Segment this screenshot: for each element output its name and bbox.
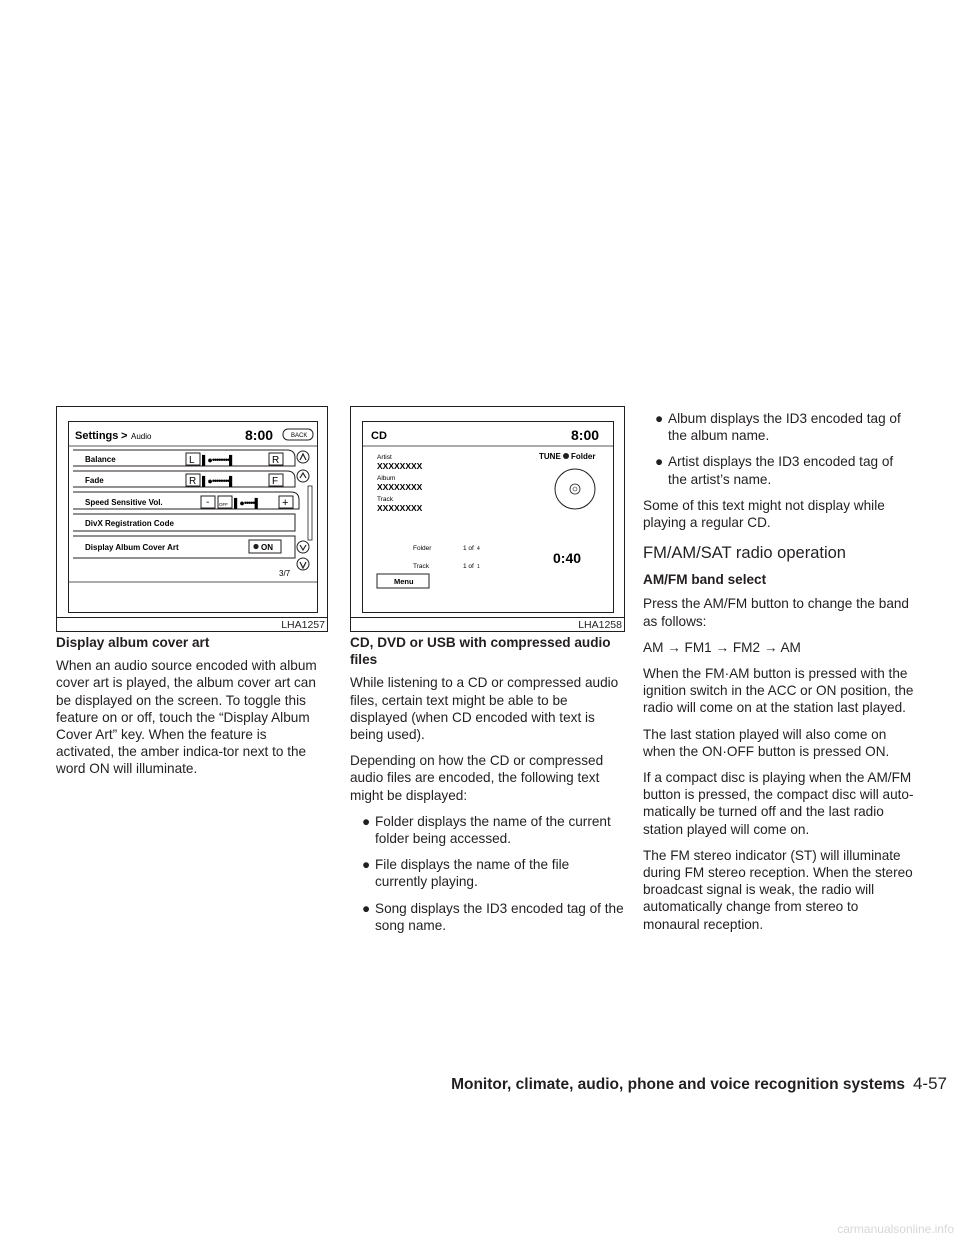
bullet-icon: ● bbox=[362, 857, 371, 873]
display-album-cover-art-heading: Display album cover art bbox=[56, 635, 210, 650]
svg-text:+: + bbox=[282, 497, 289, 509]
fade-label: Fade bbox=[85, 476, 104, 485]
balance-label: Balance bbox=[85, 455, 116, 464]
album-cover-art-paragraph: When an audio source encoded with album cover art is played, the album cover art can be displayed on the screen. To toggle this feature on or off, touch the “Display Album Cover Art” key. When the feature is activated, the amber indica-tor next to the word ON will illuminate. bbox=[56, 658, 317, 777]
album-art-toggle-label: ON bbox=[261, 543, 273, 552]
scroll-up-fast-button[interactable] bbox=[297, 451, 309, 463]
figure-id-lha1257: LHA1257 bbox=[281, 619, 325, 631]
page-number: 4-57 bbox=[912, 1074, 947, 1093]
menu-button[interactable] bbox=[377, 574, 429, 588]
last-station-paragraph: The last station played will also come on when the ON·OFF button is pressed ON. bbox=[643, 726, 890, 759]
cd-clock-time: 8:00 bbox=[571, 427, 600, 443]
scroll-down-fast-button[interactable] bbox=[297, 558, 309, 570]
folder-row-label: Folder bbox=[413, 545, 432, 552]
svg-text:R: R bbox=[189, 476, 197, 487]
balance-slider[interactable]: ▌●••••••••▌ bbox=[202, 455, 235, 465]
column-1 bbox=[56, 634, 328, 787]
settings-title: Settings bbox=[75, 430, 119, 442]
track-row-value: 1 of bbox=[463, 563, 474, 570]
track-row-total: 1 bbox=[477, 564, 480, 570]
tune-knob-icon bbox=[563, 453, 569, 459]
track-label: Track bbox=[377, 496, 394, 503]
compressed-audio-paragraph-2: Depending on how the CD or compressed audio files are encoded, the following text might be displayed: bbox=[350, 753, 604, 803]
disc-icon bbox=[555, 469, 595, 509]
bullet-file: ● File displays the name of the file currently playing. bbox=[362, 857, 570, 890]
svg-text:F: F bbox=[272, 476, 279, 487]
band-select-paragraph: Press the AM/FM button to change the band as follows: bbox=[643, 596, 909, 629]
radio-operation-heading: FM/AM/SAT radio operation bbox=[643, 544, 846, 563]
audio-settings-graphic bbox=[69, 422, 317, 612]
svg-text:L: L bbox=[189, 455, 195, 466]
artist-label: Artist bbox=[377, 454, 392, 461]
track-row-label: Track bbox=[413, 563, 430, 570]
svg-text:OFF: OFF bbox=[219, 502, 228, 507]
scroll-down-button[interactable] bbox=[297, 541, 309, 553]
compact-disc-paragraph: If a compact disc is playing when the AM/FM button is pressed, the compact disc will auto-matically be turned off and the last radio station played will come on. bbox=[643, 770, 914, 837]
figure-caption-bar bbox=[57, 617, 327, 631]
fade-row[interactable] bbox=[85, 474, 283, 487]
bullet-folder: ● Folder displays the name of the current folder being accessed. bbox=[362, 813, 611, 847]
divx-registration-row[interactable] bbox=[85, 519, 174, 528]
artist-value: XXXXXXXX bbox=[377, 461, 423, 471]
display-album-cover-art-row[interactable] bbox=[85, 540, 281, 553]
bullet-song: ● Song displays the ID3 encoded tag of the song name. bbox=[362, 900, 624, 933]
balance-row[interactable] bbox=[85, 453, 283, 466]
page-footer bbox=[0, 1074, 947, 1095]
ignition-paragraph: When the FM·AM button is pressed with the ignition switch in the ACC or ON position, the radio will come on at the station last played. bbox=[643, 666, 914, 716]
figure-caption-bar bbox=[351, 617, 624, 631]
cd-title: CD bbox=[371, 430, 387, 442]
figure-audio-settings bbox=[56, 406, 328, 632]
scrollbar[interactable] bbox=[308, 486, 312, 540]
volume-slider[interactable]: ▌●•••••▌ bbox=[234, 498, 260, 508]
tune-label: TUNE bbox=[539, 452, 561, 461]
bullet-album: ● Album displays the ID3 encoded tag of the album name. bbox=[655, 411, 901, 444]
tune-folder-control[interactable] bbox=[539, 452, 595, 461]
page-indicator: 3/7 bbox=[279, 569, 291, 578]
bullet-icon: ● bbox=[655, 454, 664, 470]
watermark: carmanualsonline.info bbox=[837, 1222, 954, 1236]
amber-indicator-icon bbox=[253, 544, 258, 549]
column-2 bbox=[350, 634, 625, 943]
figure-id-lha1258: LHA1258 bbox=[578, 619, 622, 631]
scroll-up-button[interactable] bbox=[297, 470, 309, 482]
album-label: Album bbox=[377, 475, 396, 482]
bullet-icon: ● bbox=[362, 813, 371, 829]
bullet-icon: ● bbox=[362, 900, 371, 916]
menu-button-label: Menu bbox=[394, 577, 414, 586]
cd-screen bbox=[362, 421, 614, 613]
svg-text:R: R bbox=[272, 455, 280, 466]
divx-registration-label: DivX Registration Code bbox=[85, 519, 174, 528]
breadcrumb-separator: > bbox=[121, 430, 128, 442]
compressed-audio-paragraph-1: While listening to a CD or compressed audio files, certain text might be able to be displayed (when CD encoded with text is being used). bbox=[350, 675, 619, 743]
speed-sensitive-vol-row[interactable] bbox=[85, 496, 293, 509]
regular-cd-note: Some of this text might not display while playing a regular CD. bbox=[643, 497, 885, 531]
elapsed-time: 0:40 bbox=[553, 550, 582, 566]
audio-settings-screen bbox=[68, 421, 318, 613]
bullet-artist: ● Artist displays the ID3 encoded tag of the artist’s name. bbox=[655, 454, 894, 487]
column-3 bbox=[643, 410, 914, 942]
display-album-cover-art-label: Display Album Cover Art bbox=[85, 543, 179, 552]
folder-row-value: 1 of bbox=[463, 545, 474, 552]
album-value: XXXXXXXX bbox=[377, 482, 423, 492]
folder-row-total: 4 bbox=[477, 546, 480, 552]
back-button-label: BACK bbox=[291, 433, 308, 439]
svg-text:-: - bbox=[206, 497, 210, 508]
footer-section-title: Monitor, climate, audio, phone and voice recognition systems bbox=[451, 1076, 905, 1093]
cd-screen-graphic bbox=[363, 422, 613, 612]
folder-label: Folder bbox=[571, 452, 596, 461]
band-select-subheading: AM/FM band select bbox=[643, 572, 767, 588]
settings-subtitle: Audio bbox=[131, 432, 152, 441]
bullet-icon: ● bbox=[655, 411, 664, 426]
band-sequence: AM → FM1 → FM2 → AM bbox=[643, 639, 801, 655]
track-value: XXXXXXXX bbox=[377, 503, 423, 513]
speed-sensitive-vol-label: Speed Sensitive Vol. bbox=[85, 498, 163, 507]
fade-slider[interactable]: ▌●••••••••▌ bbox=[202, 476, 235, 486]
figure-cd-screen bbox=[350, 406, 625, 632]
compressed-audio-heading: CD, DVD or USB with compressed audio files bbox=[350, 635, 611, 668]
back-button[interactable] bbox=[283, 429, 313, 440]
stereo-indicator-paragraph: The FM stereo indicator (ST) will illuminate during FM stereo reception. When the stereo broadcast signal is weak, the radio will automatically change from stereo to monaural reception. bbox=[643, 847, 913, 932]
clock-time: 8:00 bbox=[245, 427, 274, 443]
